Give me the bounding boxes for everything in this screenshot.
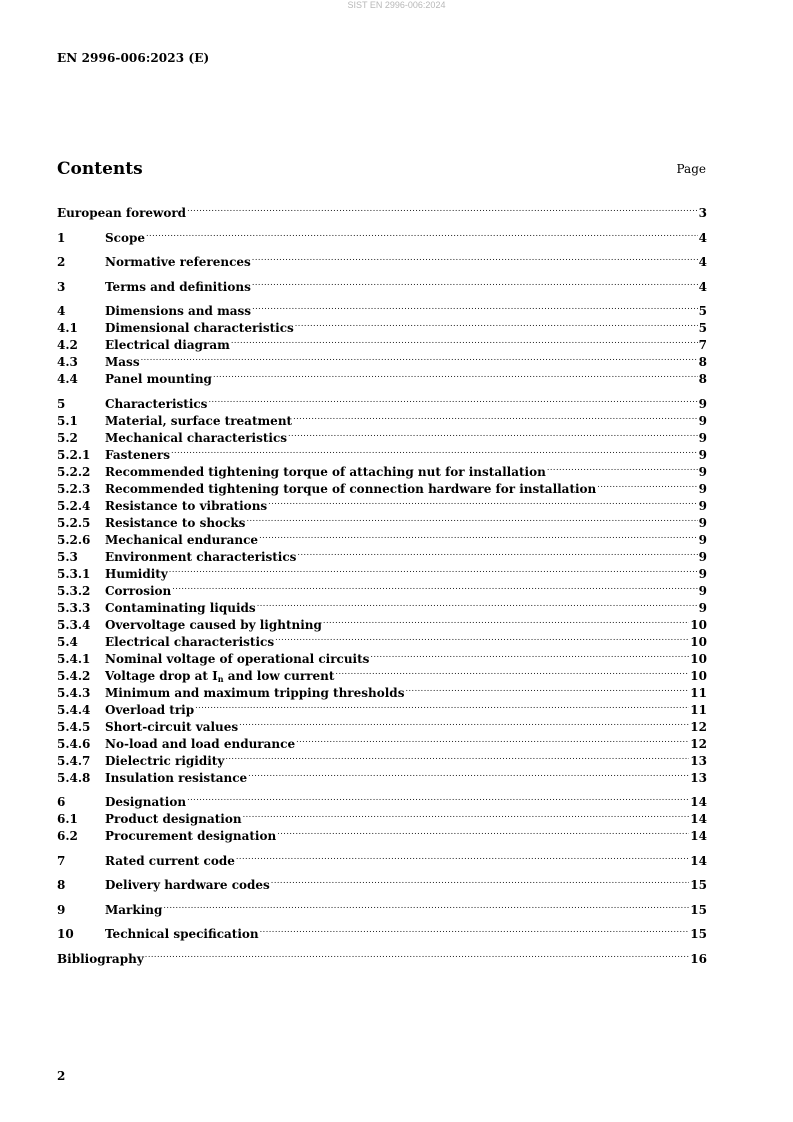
toc-entry[interactable] xyxy=(57,921,707,941)
dot-leader xyxy=(169,561,698,578)
toc-entry-title: Humidity xyxy=(105,566,168,581)
toc-entry-number: 3 xyxy=(57,279,66,294)
toc-entry-number: 5.2.3 xyxy=(57,481,91,496)
toc-entry-title: Material, surface treatment xyxy=(105,413,293,428)
toc-entry[interactable] xyxy=(57,946,707,966)
toc-entry-number: 7 xyxy=(57,853,66,868)
toc-entry-title: Dielectric rigidity xyxy=(105,753,225,768)
dot-leader xyxy=(146,225,698,242)
toc-entry[interactable] xyxy=(57,274,707,294)
toc-entry-number: 5.3.1 xyxy=(57,566,91,581)
toc-entry-title: Overvoltage caused by lightning xyxy=(105,617,322,632)
toc-entry-title: Resistance to shocks xyxy=(105,515,246,530)
toc-entry-title: Technical specification xyxy=(105,927,259,941)
toc-entry-page: 8 xyxy=(698,372,707,386)
toc-entry-title: Dimensional characteristics xyxy=(105,321,294,335)
toc-entry-title: Delivery hardware codes xyxy=(105,878,270,892)
toc-entry-number: 5.2.5 xyxy=(57,515,91,530)
toc-entry-title: European foreword xyxy=(57,206,187,220)
dot-leader xyxy=(208,391,697,408)
toc-entry-page: 9 xyxy=(698,498,707,513)
toc-entry-title: Mechanical endurance xyxy=(105,532,259,547)
toc-entry-title: Procurement designation xyxy=(105,829,277,843)
watermark: SIST EN 2996-006:2024 xyxy=(347,0,446,10)
dot-leader xyxy=(370,646,689,663)
dot-leader xyxy=(243,806,690,823)
toc-entry-page: 12 xyxy=(690,736,707,751)
toc-entry-title: Rated current code xyxy=(105,853,235,868)
dot-leader xyxy=(171,442,698,459)
toc-entry-title: Designation xyxy=(105,795,187,809)
dot-leader xyxy=(246,510,697,527)
dot-leader xyxy=(252,274,698,291)
toc-entry-title: Environment characteristics xyxy=(105,549,297,564)
dot-leader xyxy=(252,249,698,266)
toc-entry-title: Corrosion xyxy=(105,583,172,598)
toc-entry-title: Characteristics xyxy=(105,396,208,411)
toc-entry[interactable] xyxy=(57,897,707,917)
toc-entry-page: 9 xyxy=(698,549,707,564)
toc-entry-page: 9 xyxy=(698,430,707,445)
dot-leader xyxy=(145,946,690,963)
dot-leader xyxy=(236,848,689,865)
toc-entry-number: 5.1 xyxy=(57,413,78,428)
dot-leader xyxy=(187,789,689,806)
toc-entry-number: 5.4.4 xyxy=(57,702,91,717)
toc-entry-title: Short-circuit values xyxy=(105,719,239,734)
toc-entry-page: 9 xyxy=(698,532,707,547)
dot-leader xyxy=(172,578,697,595)
toc-entry-title: Product designation xyxy=(105,812,242,826)
toc-entry-title: Mass xyxy=(105,355,140,369)
toc-entry-title: Resistance to vibrations xyxy=(105,498,268,513)
toc-entry-number: 5.4.6 xyxy=(57,736,91,751)
toc-entry-title: Overload trip xyxy=(105,702,195,717)
toc-entry-number: 6.1 xyxy=(57,812,78,826)
toc-entry-number: 5.3 xyxy=(57,549,78,564)
dot-leader xyxy=(252,298,698,315)
dot-leader xyxy=(257,595,698,612)
toc-entry[interactable] xyxy=(57,872,707,892)
toc-entry[interactable] xyxy=(57,298,707,318)
toc-entry-number: 5.2 xyxy=(57,430,78,445)
toc-entry-number: 5.3.3 xyxy=(57,600,91,615)
toc-entry-number: 6 xyxy=(57,795,66,809)
toc-entry-title: Electrical diagram xyxy=(105,338,230,352)
toc-entry-number: 9 xyxy=(57,902,66,917)
dot-leader xyxy=(288,425,698,442)
toc-entry[interactable] xyxy=(57,249,707,269)
toc-entry-number: 5.3.2 xyxy=(57,583,91,598)
toc-entry-number: 4.1 xyxy=(57,321,78,335)
toc-entry-title: Recommended tightening torque of attaching nut for installation xyxy=(105,464,546,479)
toc-entry-number: 5.4.3 xyxy=(57,685,91,700)
dot-leader xyxy=(187,200,698,217)
toc-entry-page: 10 xyxy=(690,634,707,649)
document-header: EN 2996-006:2023 (E) xyxy=(57,51,210,65)
dot-leader xyxy=(248,765,689,782)
dot-leader xyxy=(141,349,698,366)
toc-entry-number: 5.4.8 xyxy=(57,770,91,785)
toc-entry-title: Minimum and maximum tripping thresholds xyxy=(105,685,405,700)
toc-entry-page: 9 xyxy=(698,515,707,530)
toc-entry-page: 14 xyxy=(690,795,707,809)
toc-entry-number: 5.4 xyxy=(57,634,78,649)
toc-entry-page: 9 xyxy=(698,464,707,479)
toc-entry-number: 5.2.1 xyxy=(57,447,91,462)
toc-entry-page: 12 xyxy=(690,719,707,734)
toc-entry-number: 1 xyxy=(57,230,66,245)
toc-entry[interactable] xyxy=(57,225,707,245)
dot-leader xyxy=(268,493,697,510)
dot-leader xyxy=(277,823,689,840)
toc-entry-page: 9 xyxy=(698,583,707,598)
toc-entry-number: 4 xyxy=(57,304,66,318)
toc-entry-number: 5.4.2 xyxy=(57,668,91,683)
dot-leader xyxy=(297,544,697,561)
toc-entry-title: Contaminating liquids xyxy=(105,600,256,615)
toc-entry[interactable] xyxy=(57,848,707,868)
toc-entry-number: 4.3 xyxy=(57,355,78,369)
toc-entry-page: 3 xyxy=(698,206,707,220)
dot-leader xyxy=(271,872,690,889)
toc-entry-title: Normative references xyxy=(105,255,251,269)
toc-entry-page: 14 xyxy=(690,853,707,868)
dot-leader xyxy=(213,366,698,383)
dot-leader xyxy=(293,408,698,425)
toc-entry-title: Bibliography xyxy=(57,951,144,966)
toc-entry-page: 9 xyxy=(698,413,707,428)
toc-entry-title: Dimensions and mass xyxy=(105,304,252,318)
toc-entry-number: 6.2 xyxy=(57,829,78,843)
toc-entry-title: No-load and load endurance xyxy=(105,736,296,751)
dot-leader xyxy=(405,680,689,697)
dot-leader xyxy=(260,921,690,938)
dot-leader xyxy=(163,897,689,914)
toc-entry-page: 14 xyxy=(690,812,707,826)
toc-entry-number: 5.4.1 xyxy=(57,651,91,666)
toc-entry-page: 9 xyxy=(698,600,707,615)
toc-entry-number: 4.2 xyxy=(57,338,78,352)
toc-entry-page: 4 xyxy=(698,230,707,245)
toc-entry-number: 5 xyxy=(57,396,66,411)
toc-entry-page: 15 xyxy=(690,927,707,941)
toc-entry-title: Electrical characteristics xyxy=(105,634,275,649)
toc-entry-page: 14 xyxy=(690,829,707,843)
dot-leader xyxy=(195,697,689,714)
toc-entry-title: Panel mounting xyxy=(105,372,212,386)
toc-entry-title: Nominal voltage of operational circuits xyxy=(105,651,370,666)
dot-leader xyxy=(239,714,689,731)
toc-entry-page: 10 xyxy=(690,668,707,683)
toc-entry-page: 4 xyxy=(698,279,707,294)
dot-leader xyxy=(547,459,698,476)
table-of-contents xyxy=(57,200,707,966)
toc-entry-number: 5.3.4 xyxy=(57,617,91,632)
toc-entry-number: 5.4.5 xyxy=(57,719,91,734)
dot-leader xyxy=(335,663,689,680)
dot-leader xyxy=(225,748,689,765)
toc-entry[interactable] xyxy=(57,789,707,809)
toc-entry-page: 16 xyxy=(690,951,707,966)
toc-entry-page: 13 xyxy=(690,753,707,768)
toc-entry-number: 5.2.6 xyxy=(57,532,91,547)
toc-entry-number: 5.4.7 xyxy=(57,753,91,768)
toc-entry-number: 5.2.2 xyxy=(57,464,91,479)
toc-entry-page: 9 xyxy=(698,566,707,581)
toc-entry-title: Voltage drop at In and low current xyxy=(105,668,335,684)
toc-entry-number: 5.2.4 xyxy=(57,498,91,513)
toc-entry-title: Insulation resistance xyxy=(105,770,248,785)
dot-leader xyxy=(275,629,689,646)
toc-entry-title: Scope xyxy=(105,230,146,245)
toc-entry-page: 5 xyxy=(698,321,707,335)
toc-entry-number: 4.4 xyxy=(57,372,78,386)
toc-entry[interactable] xyxy=(57,200,707,220)
toc-entry-page: 7 xyxy=(698,338,707,352)
toc-entry-title: Mechanical characteristics xyxy=(105,430,288,445)
toc-entry-number: 10 xyxy=(57,927,74,941)
toc-entry-page: 9 xyxy=(698,447,707,462)
toc-entry-title: Marking xyxy=(105,902,163,917)
page-number: 2 xyxy=(57,1069,66,1083)
dot-leader xyxy=(323,612,689,629)
toc-entry[interactable] xyxy=(57,349,707,369)
toc-entry-page: 13 xyxy=(690,770,707,785)
toc-entry-page: 10 xyxy=(690,617,707,632)
page-column-label: Page xyxy=(676,162,706,176)
toc-entry-number: 2 xyxy=(57,255,66,269)
toc-entry-page: 9 xyxy=(698,481,707,496)
toc-entry-page: 15 xyxy=(690,878,707,892)
toc-entry-title: Recommended tightening torque of connection hardware for installation xyxy=(105,481,597,496)
toc-entry-title: Fasteners xyxy=(105,447,171,462)
toc-entry-title: Terms and definitions xyxy=(105,279,251,294)
toc-entry[interactable] xyxy=(57,366,707,386)
toc-entry-page: 10 xyxy=(690,651,707,666)
toc-entry-page: 9 xyxy=(698,396,707,411)
toc-entry-page: 15 xyxy=(690,902,707,917)
dot-leader xyxy=(295,315,698,332)
toc-entry-page: 4 xyxy=(698,255,707,269)
toc-entry-number: 8 xyxy=(57,878,66,892)
contents-title: Contents xyxy=(57,159,143,179)
toc-entry-page: 11 xyxy=(690,685,707,700)
toc-entry[interactable] xyxy=(57,391,707,411)
toc-entry-page: 5 xyxy=(698,304,707,318)
toc-entry-page: 11 xyxy=(690,702,707,717)
toc-entry-page: 8 xyxy=(698,355,707,369)
dot-leader xyxy=(259,527,698,544)
dot-leader xyxy=(597,476,697,493)
dot-leader xyxy=(231,332,698,349)
dot-leader xyxy=(296,731,689,748)
